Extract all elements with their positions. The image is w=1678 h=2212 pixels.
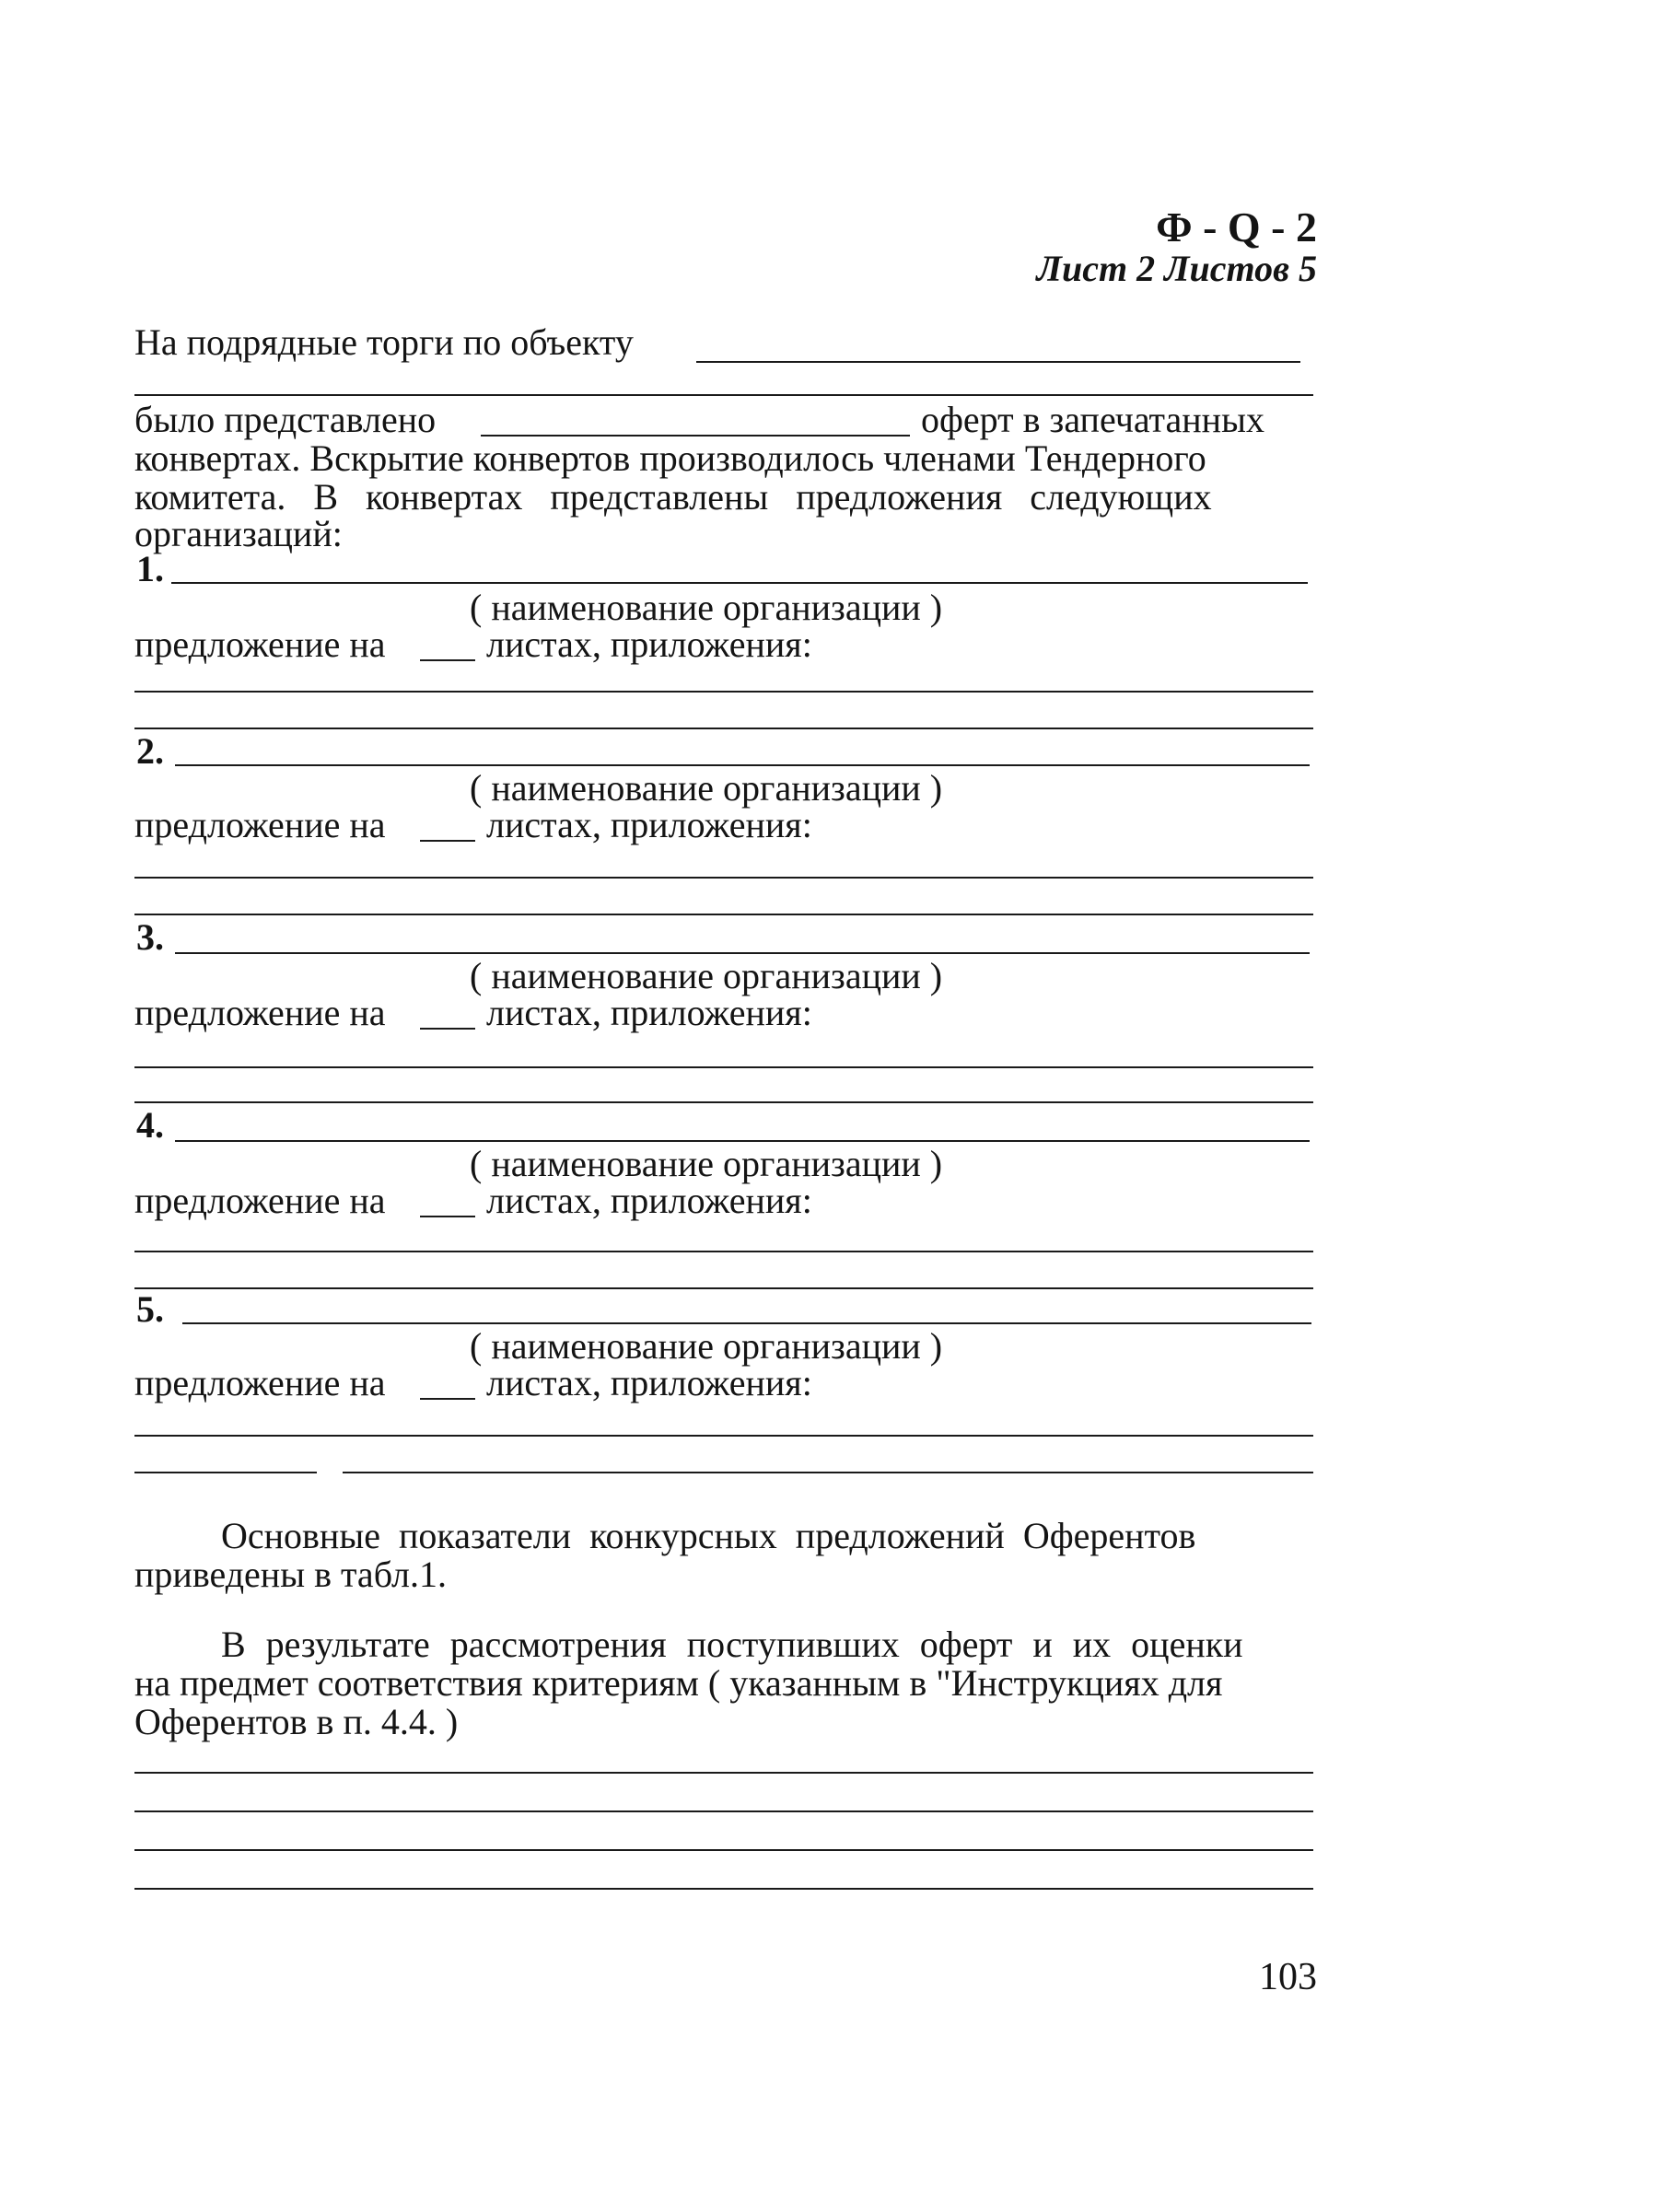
- proposal-label: предложение на: [134, 623, 386, 665]
- conclusion-line[interactable]: [134, 1810, 1313, 1812]
- proposal-label: предложение на: [134, 1180, 386, 1221]
- org-name-caption: ( наименование организации ): [470, 1325, 943, 1367]
- attachments-line[interactable]: [134, 691, 1313, 693]
- intro-line-3: комитета. В конвертах представлены предложения следующих: [134, 476, 1212, 518]
- sheets-count-field[interactable]: [420, 840, 475, 842]
- proposal-attachments-label: листах, приложения:: [486, 992, 812, 1033]
- proposal-attachments-label: листах, приложения:: [486, 1362, 812, 1403]
- proposal-label: предложение на: [134, 992, 386, 1033]
- org-name-caption: ( наименование организации ): [470, 767, 943, 809]
- org-name-field[interactable]: [171, 582, 1308, 584]
- summary-para-2-line-2: на предмет соответствия критериям ( указанным в "Инструкциях для: [134, 1662, 1223, 1704]
- proposal-attachments-label: листах, приложения:: [486, 1180, 812, 1221]
- form-code: Ф - Q - 2: [1156, 204, 1317, 250]
- org-name-field[interactable]: [175, 764, 1310, 766]
- attachments-line[interactable]: [134, 1435, 1313, 1437]
- attachments-line[interactable]: [134, 1287, 1313, 1289]
- object-name-field-line2[interactable]: [134, 394, 1313, 396]
- org-number: 1.: [136, 548, 164, 589]
- attachments-line[interactable]: [134, 1066, 1313, 1068]
- proposal-attachments-label: листах, приложения:: [486, 623, 812, 665]
- org-name-field[interactable]: [182, 1322, 1311, 1324]
- org-name-caption: ( наименование организации ): [470, 587, 943, 628]
- sheet-info: Лист 2 Листов 5: [1036, 248, 1317, 289]
- submitted-label: было представлено: [134, 399, 437, 440]
- page-number: 103: [1259, 1956, 1317, 1998]
- org-name-field[interactable]: [175, 952, 1310, 954]
- summary-para-2-line-1: В результате рассмотрения поступивших оферт и их оценки: [221, 1624, 1243, 1665]
- proposal-attachments-label: листах, приложения:: [486, 804, 812, 845]
- attachments-line[interactable]: [343, 1472, 1313, 1473]
- org-name-caption: ( наименование организации ): [470, 1143, 943, 1184]
- proposal-label: предложение на: [134, 804, 386, 845]
- attachments-line[interactable]: [134, 728, 1313, 729]
- offers-count-field[interactable]: [481, 435, 910, 437]
- org-number: 4.: [136, 1104, 164, 1146]
- object-label: На подрядные торги по объекту: [134, 321, 634, 363]
- sheets-count-field[interactable]: [420, 659, 475, 661]
- attachments-line[interactable]: [134, 1472, 317, 1473]
- conclusion-line[interactable]: [134, 1849, 1313, 1851]
- org-number: 5.: [136, 1288, 164, 1330]
- object-name-field[interactable]: [696, 361, 1300, 363]
- org-name-field[interactable]: [175, 1140, 1310, 1142]
- conclusion-line[interactable]: [134, 1772, 1313, 1774]
- summary-para-2-line-3: Оферентов в п. 4.4. ): [134, 1701, 459, 1742]
- intro-line-4: организаций:: [134, 513, 343, 554]
- attachments-line[interactable]: [134, 877, 1313, 879]
- attachments-line[interactable]: [134, 1101, 1313, 1103]
- attachments-line[interactable]: [134, 914, 1313, 915]
- sheets-count-field[interactable]: [420, 1028, 475, 1030]
- intro-line-2: конвертах. Вскрытие конвертов производилось членами Тендерного: [134, 437, 1206, 479]
- proposal-label: предложение на: [134, 1362, 386, 1403]
- org-number: 3.: [136, 916, 164, 958]
- sheets-count-field[interactable]: [420, 1398, 475, 1400]
- summary-para-1-line-2: приведены в табл.1.: [134, 1554, 448, 1595]
- submitted-suffix: оферт в запечатанных: [921, 399, 1264, 440]
- org-number: 2.: [136, 730, 164, 772]
- summary-para-1-line-1: Основные показатели конкурсных предложений Оферентов: [221, 1515, 1196, 1556]
- sheets-count-field[interactable]: [420, 1216, 475, 1217]
- attachments-line[interactable]: [134, 1251, 1313, 1252]
- conclusion-line[interactable]: [134, 1888, 1313, 1890]
- org-name-caption: ( наименование организации ): [470, 955, 943, 996]
